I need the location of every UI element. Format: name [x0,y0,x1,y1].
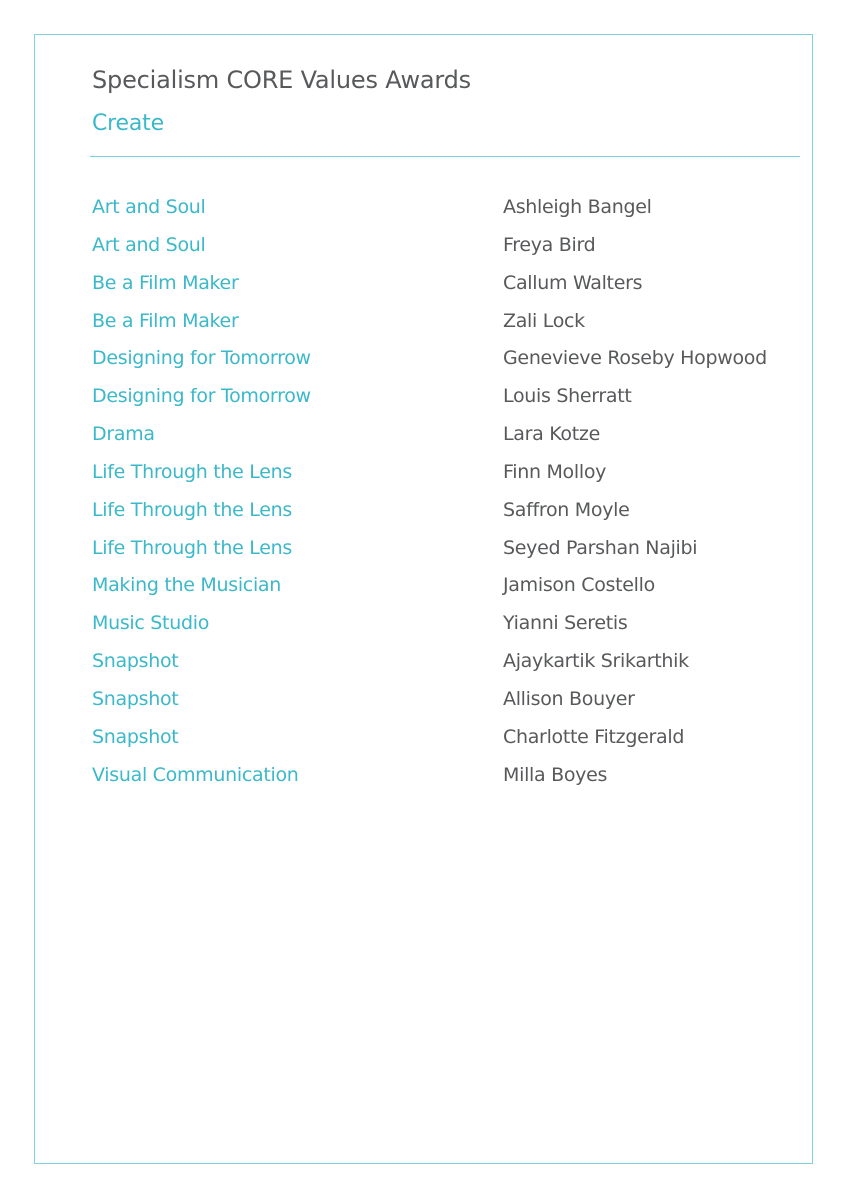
recipient-name: Louis Sherratt [503,385,632,408]
award-category: Snapshot [92,725,179,748]
recipient-name: Genevieve Roseby Hopwood [503,347,767,370]
award-category: Snapshot [92,687,179,710]
award-category: Drama [92,423,155,446]
recipient-name: Saffron Moyle [503,498,630,521]
recipient-name: Callum Walters [503,271,643,294]
recipient-name: Seyed Parshan Najibi [503,536,698,559]
divider [90,156,800,157]
award-category: Art and Soul [92,233,206,256]
recipient-name: Ajaykartik Srikarthik [503,650,689,673]
list-item [92,726,812,764]
award-category: Life Through the Lens [92,498,292,521]
list-item [92,234,812,272]
award-category: Music Studio [92,612,210,635]
recipient-name: Freya Bird [503,233,596,256]
list-item [92,574,812,612]
recipient-name: Jamison Costello [503,574,655,597]
recipient-name: Ashleigh Bangel [503,196,652,218]
recipient-name: Allison Bouyer [503,687,635,710]
recipient-name: Milla Boyes [503,763,608,786]
recipient-name: Lara Kotze [503,423,600,446]
list-item [92,764,812,802]
recipient-name: Charlotte Fitzgerald [503,725,685,748]
award-category: Life Through the Lens [92,536,292,559]
awards-list [92,196,812,802]
list-item [92,537,812,575]
page-title: Specialism CORE Values Awards [92,66,471,94]
award-category: Visual Communication [92,763,299,786]
list-item [92,423,812,461]
award-category: Making the Musician [92,574,282,597]
award-category: Designing for Tomorrow [92,385,311,408]
list-item [92,385,812,423]
award-category: Be a Film Maker [92,271,239,294]
recipient-name: Zali Lock [503,309,585,332]
list-item [92,688,812,726]
section-subtitle: Create [92,111,164,136]
award-category: Designing for Tomorrow [92,347,311,370]
list-item [92,196,812,234]
award-category: Life Through the Lens [92,460,292,483]
recipient-name: Yianni Seretis [503,612,628,635]
list-item [92,499,812,537]
list-item [92,461,812,499]
award-category: Art and Soul [92,196,206,218]
list-item [92,310,812,348]
list-item [92,272,812,310]
list-item [92,650,812,688]
award-category: Be a Film Maker [92,309,239,332]
recipient-name: Finn Molloy [503,460,607,483]
list-item [92,612,812,650]
award-category: Snapshot [92,650,179,673]
list-item [92,347,812,385]
